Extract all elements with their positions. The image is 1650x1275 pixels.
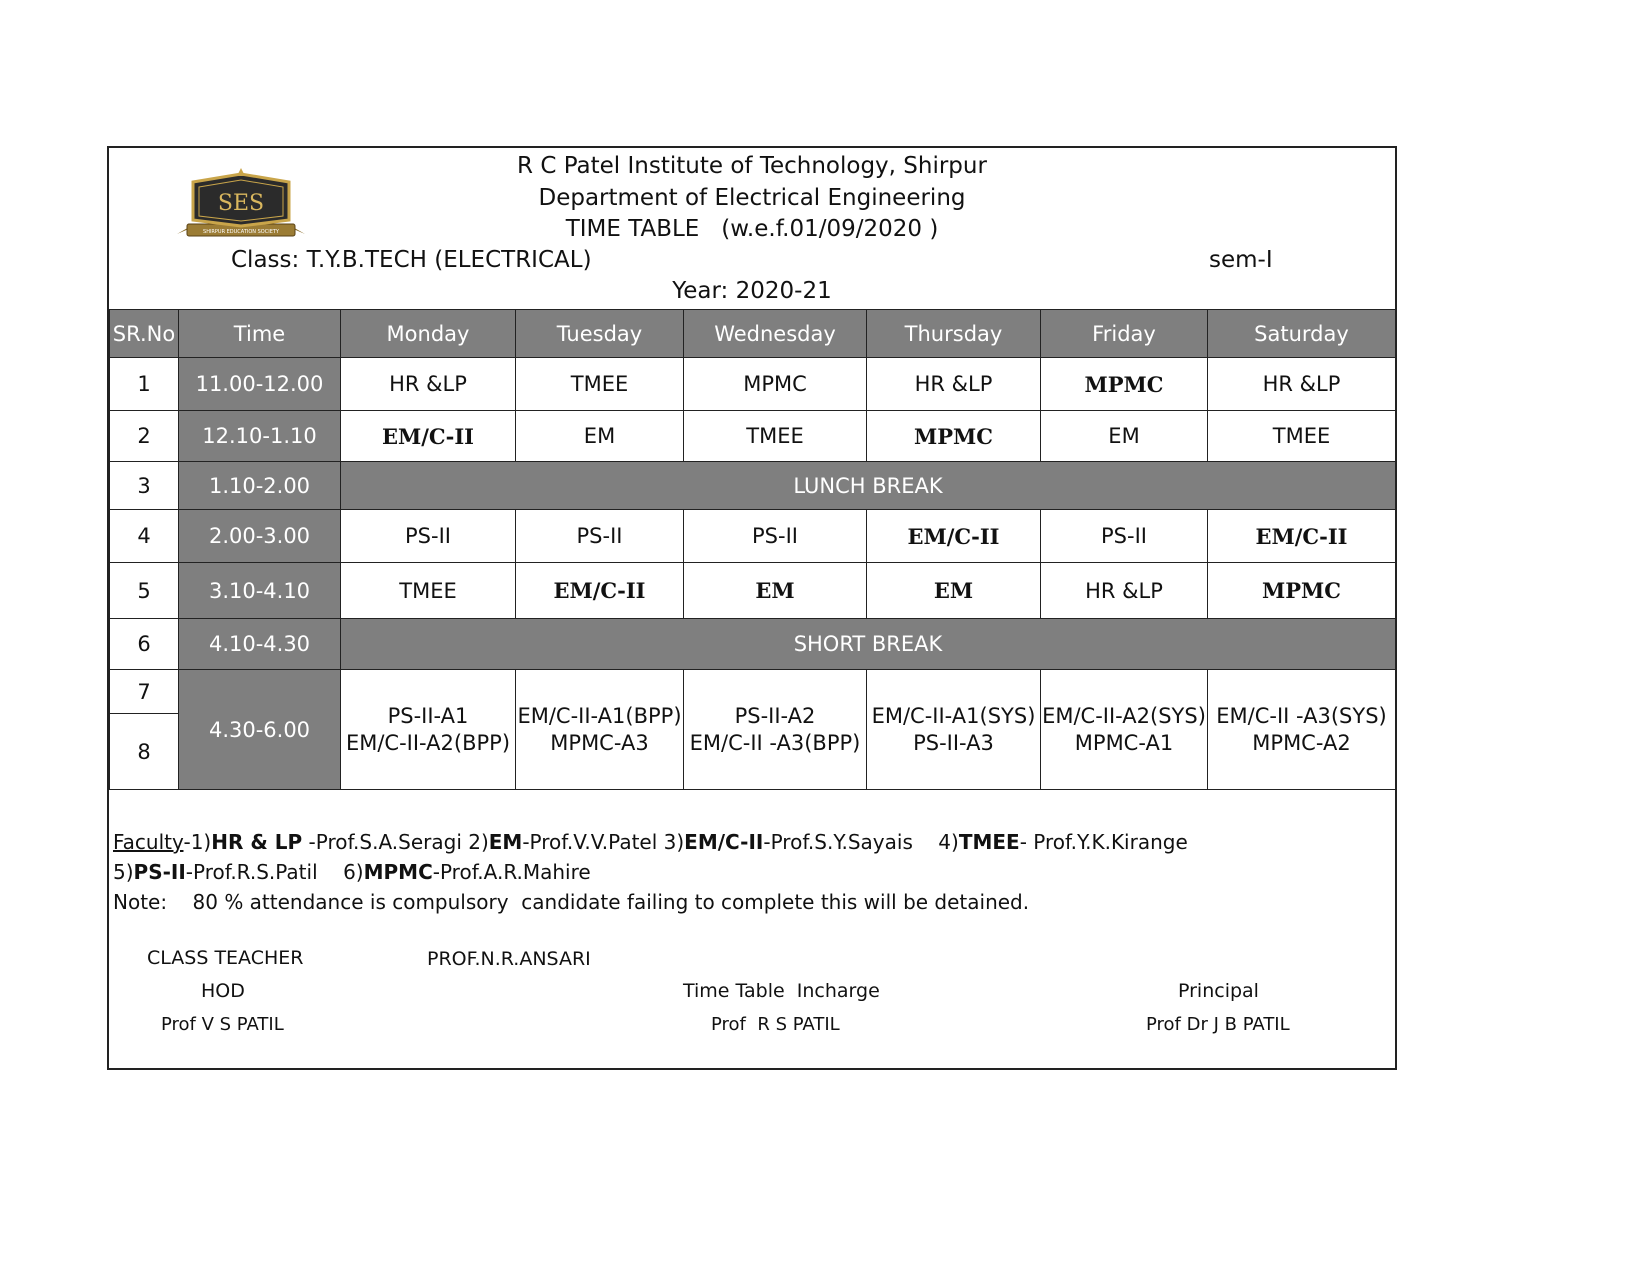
slot-cell: PS-II bbox=[684, 510, 867, 563]
lab-batch: PS-II-A3 bbox=[913, 730, 994, 755]
slot-cell: MPMC bbox=[1208, 563, 1396, 619]
lab-batch: EM/C-II -A3(SYS) bbox=[1216, 703, 1387, 728]
lab-cell bbox=[867, 670, 1041, 790]
table-row bbox=[110, 619, 1396, 670]
slot-cell: EM/C-II bbox=[1208, 510, 1396, 563]
class-label: Class: T.Y.B.TECH (ELECTRICAL) bbox=[231, 247, 592, 273]
faculty-name: -Prof.A.R.Mahire bbox=[432, 860, 591, 884]
lab-cell bbox=[1208, 670, 1396, 790]
lab-cell bbox=[1041, 670, 1208, 790]
lab-batch: EM/C-II -A3(BPP) bbox=[689, 730, 861, 755]
slot-cell: TMEE bbox=[684, 411, 867, 462]
lab-cell bbox=[516, 670, 684, 790]
faculty-subject: PS-II bbox=[133, 860, 186, 884]
header-tuesday: Tuesday bbox=[516, 310, 684, 358]
class-teacher-label: CLASS TEACHER bbox=[147, 947, 304, 969]
slot-cell: PS-II bbox=[341, 510, 516, 563]
header-wednesday: Wednesday bbox=[684, 310, 867, 358]
lunch-break-cell: LUNCH BREAK bbox=[341, 462, 1396, 510]
faculty-subject: MPMC bbox=[363, 860, 433, 884]
logo-subtext: SHIRPUR EDUCATION SOCIETY bbox=[203, 229, 279, 235]
slot-cell: EM/C-II bbox=[516, 563, 684, 619]
faculty-subject: HR & LP bbox=[211, 830, 303, 854]
slot-cell: PS-II bbox=[1041, 510, 1208, 563]
time-cell: 1.10-2.00 bbox=[179, 462, 341, 510]
time-cell: 3.10-4.10 bbox=[179, 563, 341, 619]
incharge-name: Prof R S PATIL bbox=[711, 1014, 840, 1035]
year-label: Year: 2020-21 bbox=[672, 278, 832, 304]
timetable-grid bbox=[109, 309, 1396, 790]
slot-cell: TMEE bbox=[341, 563, 516, 619]
sr-cell: 4 bbox=[110, 510, 179, 563]
lab-batch: MPMC-A3 bbox=[550, 730, 649, 755]
slot-cell: EM/C-II bbox=[341, 411, 516, 462]
faculty-name: - Prof.Y.K.Kirange bbox=[1019, 830, 1188, 854]
table-row bbox=[110, 462, 1396, 510]
slot-cell: MPMC bbox=[867, 411, 1041, 462]
incharge-label: Time Table Incharge bbox=[683, 980, 880, 1002]
header-srno: SR.No bbox=[110, 310, 179, 358]
principal-label: Principal bbox=[1178, 980, 1259, 1002]
lab-batch: EM/C-II-A2(BPP) bbox=[345, 730, 511, 755]
table-row bbox=[110, 411, 1396, 462]
faculty-index: 2) bbox=[468, 830, 489, 854]
slot-cell: TMEE bbox=[1208, 411, 1396, 462]
page-title: TIME TABLE (w.e.f.01/09/2020 ) bbox=[565, 216, 939, 242]
faculty-index: 6) bbox=[343, 860, 364, 884]
sr-cell: 5 bbox=[110, 563, 179, 619]
hod-name: Prof V S PATIL bbox=[161, 1014, 284, 1035]
slot-cell: MPMC bbox=[1041, 358, 1208, 411]
header-saturday: Saturday bbox=[1208, 310, 1396, 358]
slot-cell: EM bbox=[684, 563, 867, 619]
time-cell: 2.00-3.00 bbox=[179, 510, 341, 563]
sr-cell: 8 bbox=[110, 714, 179, 790]
lab-batch: MPMC-A1 bbox=[1074, 730, 1174, 755]
faculty-index: 4) bbox=[938, 830, 959, 854]
slot-cell: HR &LP bbox=[1208, 358, 1396, 411]
header-time: Time bbox=[179, 310, 341, 358]
faculty-index: -1) bbox=[183, 830, 212, 854]
department-name: Department of Electrical Engineering bbox=[538, 185, 966, 211]
principal-name: Prof Dr J B PATIL bbox=[1146, 1014, 1290, 1035]
timetable-document bbox=[107, 146, 1397, 1070]
faculty-name: -Prof.R.S.Patil bbox=[185, 860, 344, 884]
slot-cell: PS-II bbox=[516, 510, 684, 563]
faculty-line-2 bbox=[113, 860, 591, 884]
lab-batch: MPMC-A2 bbox=[1252, 730, 1351, 755]
faculty-index: 3) bbox=[663, 830, 685, 854]
institute-name: R C Patel Institute of Technology, Shirpur bbox=[517, 153, 987, 179]
slot-cell: HR &LP bbox=[1041, 563, 1208, 619]
slot-cell: MPMC bbox=[684, 358, 867, 411]
faculty-name: -Prof.S.A.Seragi bbox=[302, 830, 469, 854]
sr-cell: 1 bbox=[110, 358, 179, 411]
header-friday: Friday bbox=[1041, 310, 1208, 358]
slot-cell: EM/C-II bbox=[867, 510, 1041, 563]
faculty-subject: TMEE bbox=[958, 830, 1020, 854]
lab-batch: PS-II-A1 bbox=[387, 703, 469, 728]
time-cell: 4.30-6.00 bbox=[179, 670, 341, 790]
faculty-subject: EM bbox=[488, 830, 523, 854]
faculty-label: Faculty bbox=[113, 830, 184, 854]
lab-batch: EM/C-II-A1(SYS) bbox=[871, 703, 1036, 728]
slot-cell: EM bbox=[516, 411, 684, 462]
faculty-index: 5) bbox=[113, 860, 134, 884]
faculty-subject: EM/C-II bbox=[684, 830, 764, 854]
time-cell: 11.00-12.00 bbox=[179, 358, 341, 411]
sr-cell: 7 bbox=[110, 670, 179, 714]
time-cell: 12.10-1.10 bbox=[179, 411, 341, 462]
table-row bbox=[110, 358, 1396, 411]
table-row bbox=[110, 510, 1396, 563]
faculty-name: -Prof.V.V.Patel bbox=[522, 830, 664, 854]
slot-cell: EM bbox=[867, 563, 1041, 619]
lab-cell bbox=[341, 670, 516, 790]
semester-label: sem-I bbox=[1209, 247, 1273, 273]
sr-cell: 2 bbox=[110, 411, 179, 462]
slot-cell: EM bbox=[1041, 411, 1208, 462]
header-monday: Monday bbox=[341, 310, 516, 358]
lab-batch: PS-II-A2 bbox=[734, 703, 816, 728]
lab-cell bbox=[684, 670, 867, 790]
lab-batch: EM/C-II-A2(SYS) bbox=[1042, 703, 1206, 728]
class-teacher-name: PROF.N.R.ANSARI bbox=[427, 948, 591, 970]
header-thursday: Thursday bbox=[867, 310, 1041, 358]
lab-batch: EM/C-II-A1(BPP) bbox=[517, 703, 682, 728]
time-cell: 4.10-4.30 bbox=[179, 619, 341, 670]
short-break-cell: SHORT BREAK bbox=[341, 619, 1396, 670]
hod-label: HOD bbox=[201, 980, 245, 1002]
logo-text: SES bbox=[217, 191, 265, 216]
faculty-line-1 bbox=[113, 830, 1188, 854]
faculty-name: -Prof.S.Y.Sayais bbox=[763, 830, 939, 854]
slot-cell: HR &LP bbox=[341, 358, 516, 411]
table-row bbox=[110, 670, 1396, 714]
sr-cell: 6 bbox=[110, 619, 179, 670]
header-row bbox=[110, 310, 1396, 358]
slot-cell: TMEE bbox=[516, 358, 684, 411]
sr-cell: 3 bbox=[110, 462, 179, 510]
attendance-note: Note: 80 % attendance is compulsory candidate failing to complete this will be detained. bbox=[113, 890, 1030, 914]
slot-cell: HR &LP bbox=[867, 358, 1041, 411]
table-row bbox=[110, 563, 1396, 619]
